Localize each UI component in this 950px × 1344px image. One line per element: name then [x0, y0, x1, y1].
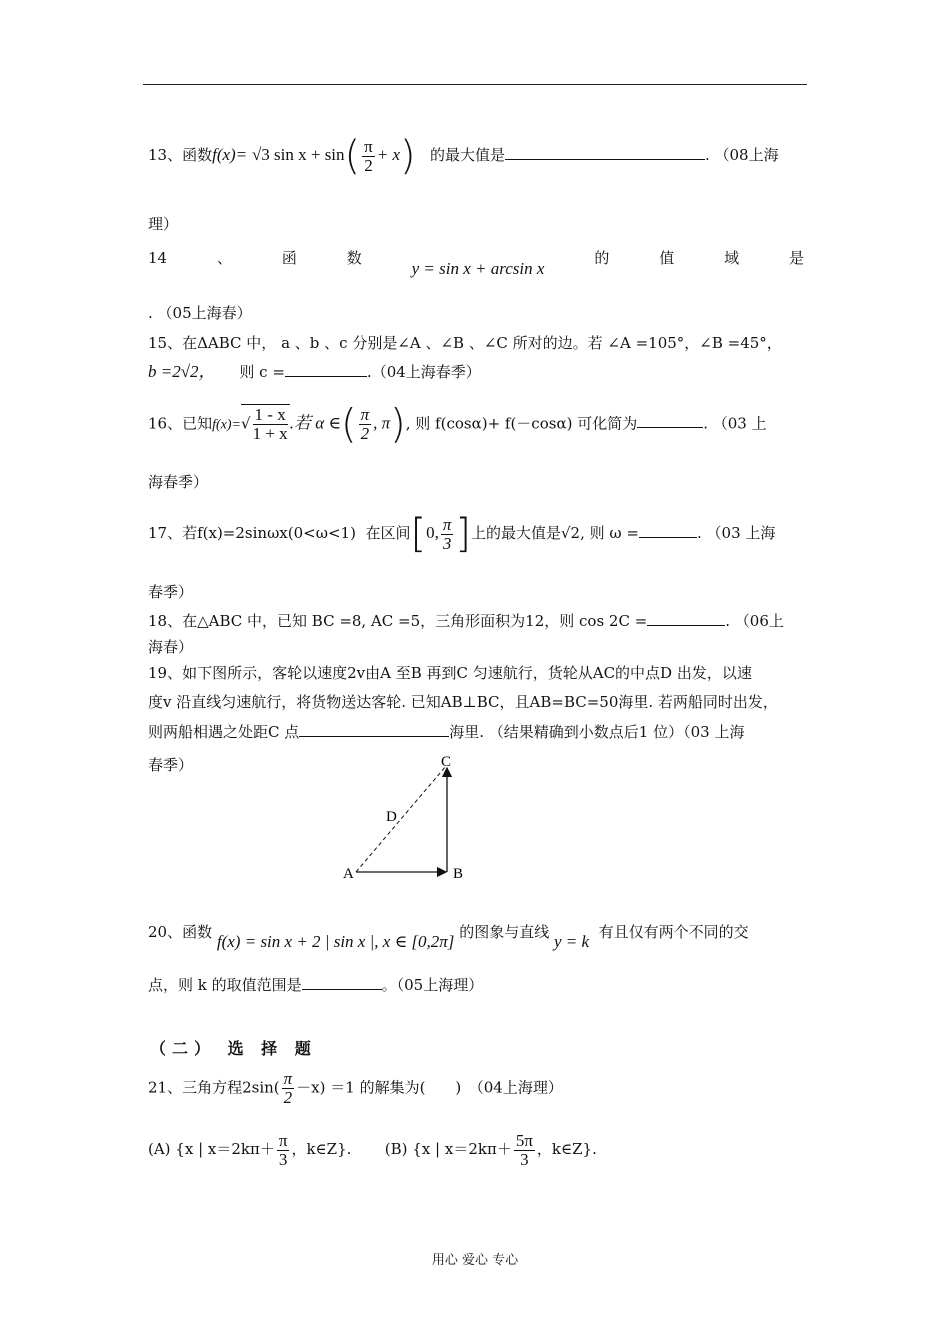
- q20-mid: 的图象与直线: [459, 923, 550, 941]
- q16-mid: , 则 f(cosα)+ f(－cosα) 可化简为: [405, 414, 638, 433]
- right-paren: ): [400, 133, 416, 179]
- question-14: [148, 248, 804, 278]
- q21-prefix: 21、三角方程2sin(: [148, 1078, 280, 1097]
- q14-word: 值: [659, 249, 675, 267]
- q13-fx: f(x)=: [212, 145, 248, 164]
- q16-ruo: .若 α ∈: [289, 413, 341, 433]
- q20-expr: f(x) = sin x + 2 | sin x |, x ∈ [0,2π]: [216, 932, 455, 951]
- question-21: [148, 1070, 804, 1107]
- q14-sep: 、: [216, 249, 232, 267]
- option-b-text: (B) {x | x＝2kπ＋: [384, 1140, 512, 1159]
- right-bracket: ]: [455, 511, 471, 557]
- q21-tail: －x) ＝1 的解集为( ) （04上海理）: [296, 1078, 563, 1097]
- q18-source-cont: 海春）: [148, 638, 194, 656]
- question-20-line2: [148, 975, 804, 995]
- point-c-label: C: [441, 754, 452, 770]
- option-a-text: ，k∈Z}.: [291, 1140, 352, 1159]
- answer-blank: [285, 362, 367, 377]
- left-paren: (: [340, 401, 357, 448]
- question-16: [148, 401, 804, 448]
- question-19-line3: [148, 722, 804, 742]
- q15-then: 则 c =: [239, 363, 285, 381]
- header-rule: [143, 84, 807, 85]
- q18-text: 18、在△ABC 中，已知 BC =8, AC =5，三角形面积为12，则 cos 2C =: [148, 612, 648, 630]
- q20-line-expr: y = k: [553, 932, 590, 951]
- q16-sqrt: √ $\frac{1 - x}{1 + x}$: [241, 404, 290, 443]
- left-paren: (: [344, 133, 361, 179]
- q13-source: . （08上海: [704, 146, 779, 164]
- option-a[interactable]: [148, 1131, 352, 1169]
- q16-interval-end: , π: [373, 413, 391, 433]
- footer: 用心 爱心 专心: [431, 1253, 519, 1268]
- answer-blank: [637, 413, 703, 428]
- q13-prefix: 13、函数: [148, 146, 213, 164]
- ship-diagram: [330, 748, 480, 888]
- q13-tail: 的最大值是: [429, 146, 505, 164]
- q20-line2-a: 点，则 k 的取值范围是: [148, 976, 302, 994]
- q13-fraction: $\frac{\pi}{2}$: [364, 136, 373, 175]
- q13-expr: √3 sin x + sin: [251, 145, 345, 164]
- q16-source-cont: 海春季）: [148, 473, 209, 491]
- answer-blank: [639, 523, 697, 538]
- q14-word: 函: [281, 249, 297, 267]
- question-19-line4: 春季）: [148, 756, 194, 774]
- q14-expr: y = sin x + arcsin x: [411, 259, 545, 278]
- q14-num: 14: [148, 249, 168, 267]
- q14-word: 数: [346, 249, 362, 267]
- q17-fraction: $\frac{\pi}{3}$: [442, 514, 452, 553]
- q14-source: . （05上海春）: [148, 304, 252, 322]
- q16-prefix: 16、已知: [148, 414, 213, 433]
- q20-line2-b: 。（05上海理）: [381, 976, 484, 994]
- question-20: [148, 922, 804, 951]
- answer-blank: [505, 145, 705, 160]
- q14-word: 域: [724, 249, 740, 267]
- section-title: （二） 选 择 题: [150, 1039, 317, 1058]
- option-b-fraction: $\frac{5\pi}{3}$: [515, 1131, 533, 1169]
- q20-prefix: 20、函数: [148, 923, 213, 941]
- question-15-line2: [148, 362, 804, 382]
- option-b[interactable]: [384, 1131, 597, 1169]
- right-paren: ): [390, 401, 406, 448]
- point-b-label: B: [453, 866, 464, 882]
- left-bracket: [: [410, 511, 427, 557]
- q19-line3-a: 则两船相遇之处距C 点: [148, 723, 300, 741]
- option-a-text: (A) {x | x＝2kπ＋: [148, 1140, 275, 1159]
- q16-fx: f(x)=: [212, 417, 241, 433]
- q14-word: 是: [788, 249, 804, 267]
- q17-fx: f(x)=2sinωx(0<ω<1): [197, 524, 356, 542]
- point-a-label: A: [343, 866, 354, 882]
- q17-mid: 在区间: [365, 524, 411, 542]
- answer-blank: [299, 722, 449, 737]
- q14-word: 的: [594, 249, 610, 267]
- q18-source: . （06上: [725, 612, 784, 630]
- answer-blank: [647, 611, 725, 626]
- q19-line3-b: 海里. （结果精确到小数点后1 位）（03 上海: [449, 723, 745, 741]
- q17-source: . （03 上海: [696, 524, 776, 542]
- q17-source-cont: 春季）: [148, 583, 194, 601]
- q15-source: .（04上海春季）: [366, 363, 481, 381]
- question-15: 15、在ΔABC 中， a 、b 、c 分别是∠A 、∠B 、∠C 所对的边。若 ∠A =105°，∠B =45°，: [148, 334, 782, 352]
- question-19-line2: 度v 沿直线匀速航行，将货物送达客轮. 已知AB⊥BC，且AB=BC=50海里. 若两船同时出发，: [148, 693, 778, 711]
- option-b-text: ，k∈Z}.: [536, 1140, 597, 1159]
- question-18: [148, 611, 804, 631]
- q13-source-cont: 理）: [148, 215, 179, 233]
- option-a-fraction: $\frac{\pi}{3}$: [278, 1131, 288, 1169]
- question-13: [148, 133, 804, 179]
- question-17: [148, 511, 804, 557]
- q21-options: [148, 1132, 804, 1169]
- q17-tail: 上的最大值是√2, 则 ω =: [471, 524, 639, 542]
- segment-ac: [356, 766, 446, 872]
- q16-interval-frac: $\frac{\pi}{2}$: [360, 405, 370, 443]
- q16-fraction: $\frac{1 - x}{1 + x}$: [252, 405, 288, 443]
- point-d-label: D: [386, 809, 397, 825]
- q13-plus-x: + x: [376, 145, 401, 164]
- q20-tail: 有且仅有两个不同的交: [598, 923, 749, 941]
- question-19: 19、如下图所示，客轮以速度2v由A 至B 再到C 匀速航行，货轮从AC的中点D 出发，以速: [148, 664, 752, 682]
- q16-source: . （03 上: [703, 414, 767, 433]
- q15-b-expr: b =2√2，: [148, 362, 216, 381]
- q17-zero: 0,: [426, 523, 439, 542]
- answer-blank: [302, 975, 382, 990]
- q21-fraction: $\frac{\pi}{2}$: [283, 1069, 293, 1107]
- q17-prefix: 17、若: [148, 524, 198, 542]
